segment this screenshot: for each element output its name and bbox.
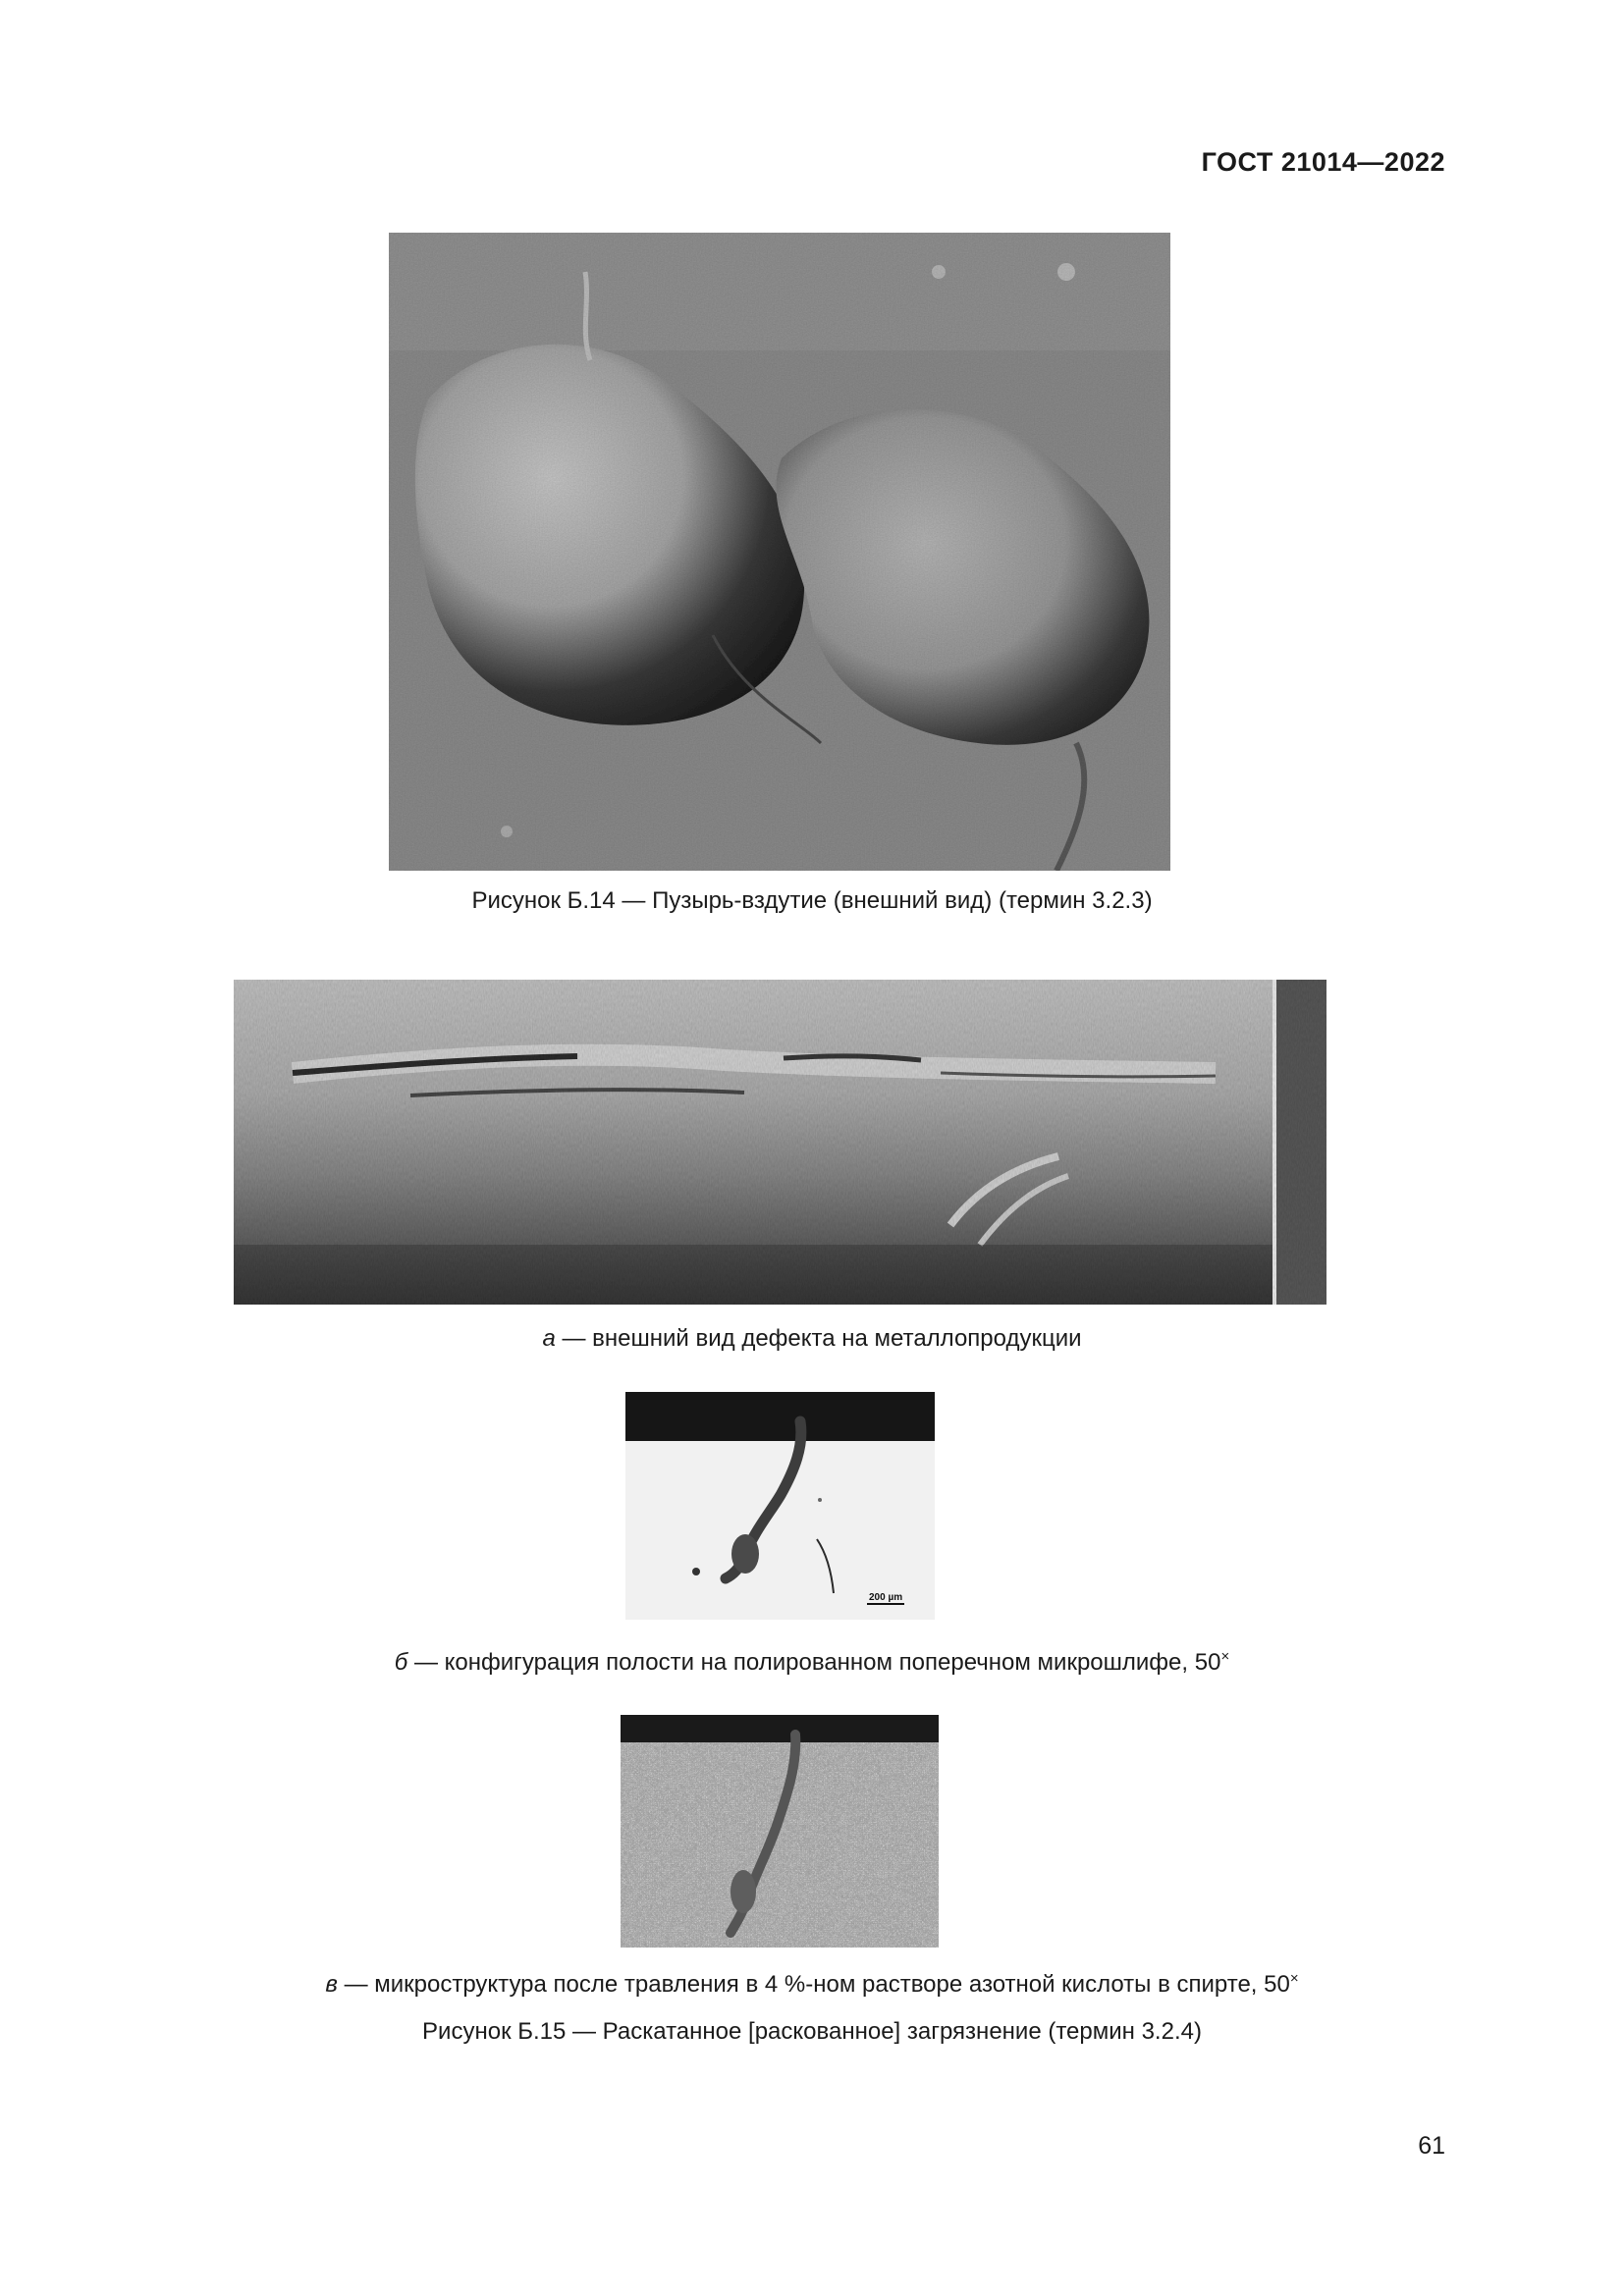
magnification-sign: × bbox=[1220, 1648, 1230, 1665]
figure-15c-caption bbox=[0, 1970, 1624, 2000]
subfigure-caption-text: — внешний вид дефекта на металлопродукции bbox=[555, 1325, 1082, 1352]
document-standard-header: ГОСТ 21014—2022 bbox=[1201, 147, 1445, 177]
subfigure-letter: в bbox=[325, 1971, 338, 1998]
subfigure-letter: а bbox=[542, 1325, 556, 1352]
subfigure-letter: б bbox=[394, 1649, 408, 1676]
etched-microstructure-photo bbox=[621, 1715, 939, 1948]
defect-surface-photo bbox=[234, 980, 1326, 1305]
page-number: 61 bbox=[1418, 2132, 1445, 2160]
blister-photo bbox=[389, 233, 1170, 871]
figure-15b-caption bbox=[0, 1648, 1624, 1678]
subfigure-caption-text: — микроструктура после травления в 4 %-ном растворе азотной кислоты в спирте, 50 bbox=[337, 1971, 1290, 1998]
figure-14-caption: Рисунок Б.14 — Пузырь-вздутие (внешний вид) (термин 3.2.3) bbox=[471, 887, 1153, 914]
figure-15-caption: Рисунок Б.15 — Раскатанное [раскованное] загрязнение (термин 3.2.4) bbox=[422, 2018, 1202, 2045]
figure-15a-caption bbox=[0, 1324, 1624, 1354]
scale-bar-label: 200 µm bbox=[869, 1592, 903, 1603]
polished-microsection-photo bbox=[625, 1392, 935, 1620]
magnification-sign: × bbox=[1289, 1970, 1299, 1987]
subfigure-caption-text: — конфигурация полости на полированном поперечном микрошлифе, 50 bbox=[407, 1649, 1221, 1676]
